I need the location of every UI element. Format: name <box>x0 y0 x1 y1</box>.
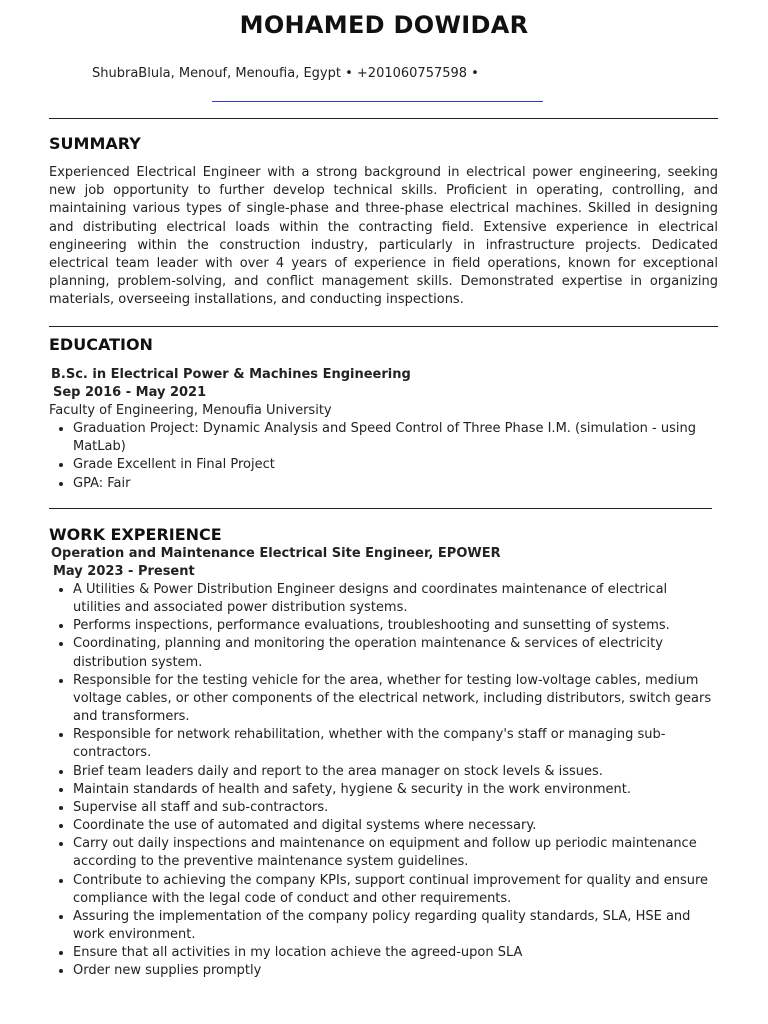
list-item: • GPA: Fair <box>73 475 718 493</box>
list-item: • Maintain standards of health and safety, hygiene & security in the work environment. <box>73 781 718 799</box>
job-dates: May 2023 - Present <box>53 564 195 579</box>
list-item: • Responsible for network rehabilitation, whether with the company's staff or managing sub-contractors. <box>73 726 718 762</box>
education-entry <box>49 366 718 493</box>
list-item: • Grade Excellent in Final Project <box>73 456 718 474</box>
list-item: • Supervise all staff and sub-contractors. <box>73 799 718 817</box>
list-item: • Contribute to achieving the company KPIs, support continual improvement for quality and ensure compliance with the legal code of conduct and other requirements. <box>73 872 718 908</box>
contact-link-underline[interactable] <box>212 101 543 102</box>
work-heading: WORK EXPERIENCE <box>49 525 222 544</box>
list-item: • Ensure that all activities in my location achieve the agreed-upon SLA <box>73 944 718 962</box>
list-item: • Coordinating, planning and monitoring the operation maintenance & services of electricity distribution system. <box>73 635 718 671</box>
work-bullets <box>49 581 718 980</box>
degree-title: B.Sc. in Electrical Power & Machines Engineering <box>51 367 411 382</box>
list-item: • Graduation Project: Dynamic Analysis and Speed Control of Three Phase I.M. (simulation - using MatLab) <box>73 420 718 456</box>
list-item: • Carry out daily inspections and maintenance on equipment and follow up periodic maintenance according to the preventive maintenance system guidelines. <box>73 835 718 871</box>
list-item: • Order new supplies promptly <box>73 962 718 980</box>
summary-text: Experienced Electrical Engineer with a strong background in electrical power engineering, seeking new job opportunity to further develop technical skills. Proficient in operating, controlling, and maintaining various types of single-phase and three-phase electrical machines. Skilled in designing and distributing electrical loads within the contracting field. Extensive experience in electrical engineering within the construction industry, particularly in infrastructure projects. Dedicated electrical team leader with over 4 years of experience in field operations, known for exceptional planning, problem-solving, and conflict management skills. Demonstrated expertise in organizing materials, overseeing installations, and conducting inspections. <box>49 165 718 308</box>
list-item: • Assuring the implementation of the company policy regarding quality standards, SLA, HSE and work environment. <box>73 908 718 944</box>
candidate-name: MOHAMED DOWIDAR <box>239 11 529 39</box>
contact-line: ShubraBlula, Menouf, Menoufia, Egypt • +201060757598 • <box>92 66 479 81</box>
work-entry <box>49 545 718 980</box>
section-divider <box>49 118 718 119</box>
education-heading: EDUCATION <box>49 335 153 354</box>
list-item: • Brief team leaders daily and report to the area manager on stock levels & issues. <box>73 763 718 781</box>
education-bullets <box>49 420 718 493</box>
section-divider <box>49 508 712 509</box>
education-dates: Sep 2016 - May 2021 <box>53 385 207 400</box>
school-name: Faculty of Engineering, Menoufia University <box>49 403 332 418</box>
list-item: • A Utilities & Power Distribution Engineer designs and coordinates maintenance of electrical utilities and associated power distribution systems. <box>73 581 718 617</box>
section-divider <box>49 326 718 327</box>
job-title: Operation and Maintenance Electrical Site Engineer, EPOWER <box>51 546 501 561</box>
list-item: • Responsible for the testing vehicle for the area, whether for testing low-voltage cables, medium voltage cables, or other components of the electrical network, including distributors, switch gears and transformers. <box>73 672 718 726</box>
list-item: • Performs inspections, performance evaluations, troubleshooting and sunsetting of systems. <box>73 617 718 635</box>
summary-heading: SUMMARY <box>49 134 141 153</box>
list-item: • Coordinate the use of automated and digital systems where necessary. <box>73 817 718 835</box>
